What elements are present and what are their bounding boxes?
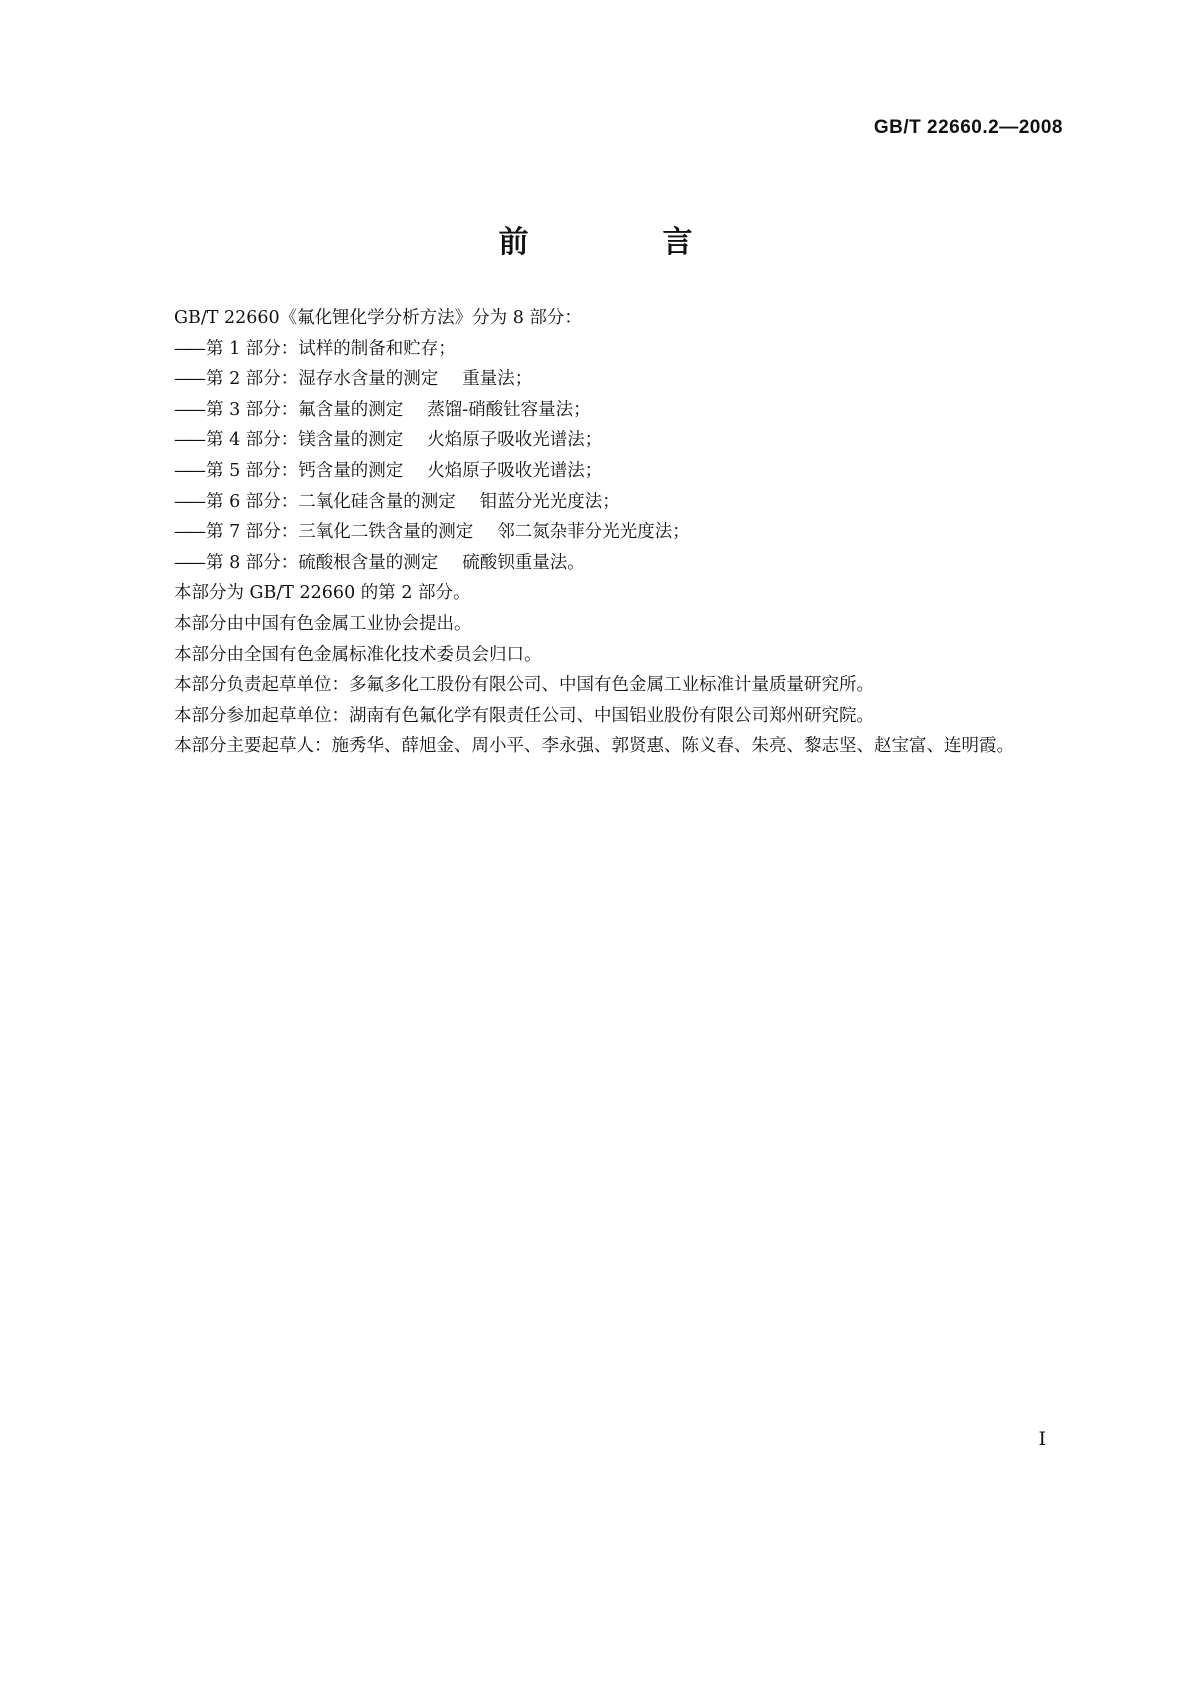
intro-paragraph: GB/T 22660《氟化锂化学分析方法》分为 8 部分：	[174, 308, 582, 328]
part-method: 硫酸钡重量法。	[462, 552, 585, 573]
part-list-item	[130, 517, 1060, 548]
part-label: 第 6 部分：	[206, 491, 299, 512]
page-number: I	[1038, 1428, 1046, 1450]
dash-marker: ——	[174, 430, 203, 451]
part-label: 第 5 部分：	[206, 460, 299, 481]
dash-marker: ——	[174, 552, 203, 573]
part-subject: 湿存水含量的测定	[298, 369, 439, 390]
part-subject: 钙含量的测定	[298, 460, 404, 481]
dash-marker: ——	[174, 369, 203, 390]
page-title: 前 言	[498, 225, 745, 260]
part-list-item	[130, 425, 1060, 456]
part-subject: 三氧化二铁含量的测定	[298, 522, 474, 543]
part-method: 蒸馏-硝酸钍容量法；	[427, 399, 591, 420]
part-subject: 镁含量的测定	[298, 430, 404, 451]
part-method: 钼蓝分光光度法；	[479, 491, 620, 512]
foreword-body	[130, 303, 1060, 762]
part-of-statement: 本部分为 GB/T 22660 的第 2 部分。	[174, 583, 471, 604]
dash-marker: ——	[174, 491, 203, 512]
part-label: 第 2 部分：	[206, 369, 299, 390]
main-drafters-statement: 本部分主要起草人：施秀华、薛旭金、周小平、李永强、郭贤惠、陈义春、朱亮、黎志坚、赵宝富、连明霞。	[174, 736, 1014, 757]
part-label: 第 4 部分：	[206, 430, 299, 451]
part-list-item	[130, 487, 1060, 518]
centralized-by-statement: 本部分由全国有色金属标准化技术委员会归口。	[174, 644, 542, 665]
part-method: 重量法；	[462, 369, 533, 390]
part-label: 第 8 部分：	[206, 552, 299, 573]
part-list-item	[130, 395, 1060, 426]
dash-marker: ——	[174, 399, 203, 420]
part-method: 火焰原子吸收光谱法；	[427, 430, 603, 451]
part-list-item	[130, 364, 1060, 395]
part-label: 第 3 部分：	[206, 399, 299, 420]
part-subject: 硫酸根含量的测定	[298, 552, 439, 573]
part-label: 第 7 部分：	[206, 522, 299, 543]
part-list-item	[130, 548, 1060, 579]
part-method: 火焰原子吸收光谱法；	[427, 460, 603, 481]
dash-marker: ——	[174, 338, 203, 359]
part-method: 邻二氮杂菲分光光度法；	[497, 522, 690, 543]
part-list-item	[130, 456, 1060, 487]
responsible-drafters-statement: 本部分负责起草单位：多氟多化工股份有限公司、中国有色金属工业标准计量质量研究所。	[174, 675, 874, 696]
part-list-item	[130, 334, 1060, 365]
participating-drafters-statement: 本部分参加起草单位：湖南有色氟化学有限责任公司、中国铝业股份有限公司郑州研究院。	[174, 705, 874, 726]
part-label: 第 1 部分：	[206, 338, 299, 359]
proposed-by-statement: 本部分由中国有色金属工业协会提出。	[174, 613, 472, 634]
part-subject: 二氧化硅含量的测定	[298, 491, 456, 512]
part-subject: 氟含量的测定	[298, 399, 404, 420]
dash-marker: ——	[174, 522, 203, 543]
standard-code: GB/T 22660.2—2008	[873, 117, 1063, 138]
dash-marker: ——	[174, 460, 203, 481]
part-subject: 试样的制备和贮存；	[298, 338, 456, 359]
